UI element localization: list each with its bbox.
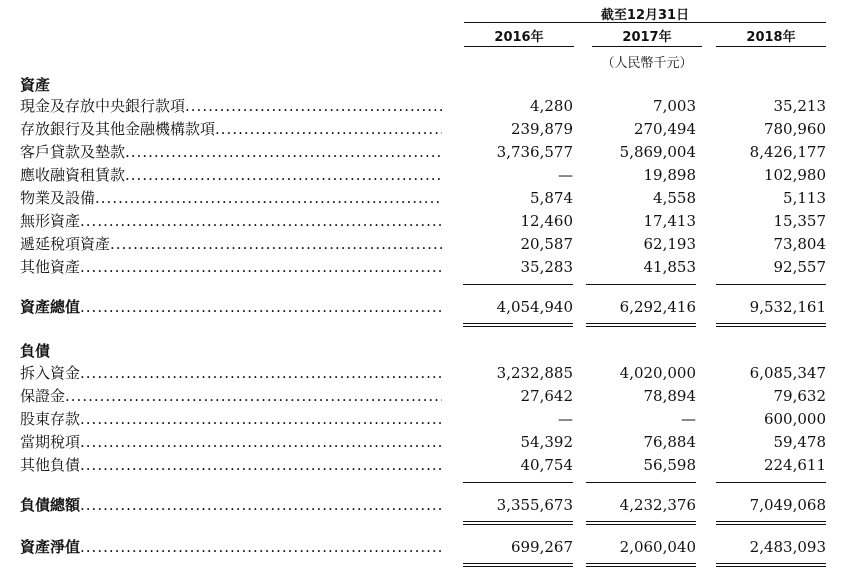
net-assets-row — [20, 537, 828, 558]
row-label: 其他資產 ..... — [20, 257, 442, 278]
subtotal-rule — [463, 482, 573, 483]
double-rule — [586, 563, 696, 567]
subtotal-rule — [716, 284, 826, 285]
net-2018: 2,483,093 — [749, 538, 826, 556]
table-row — [20, 96, 828, 117]
value-2016: 4,280 — [530, 97, 573, 115]
value-2016: 3,232,885 — [496, 364, 573, 382]
double-rule — [463, 323, 573, 327]
value-2018: 8,426,177 — [749, 143, 826, 161]
net-assets-label: 資產淨值 ..... — [20, 537, 442, 558]
value-2017: 5,869,004 — [619, 143, 696, 161]
year-rule — [716, 46, 826, 47]
row-label: 存放銀行及其他金融機構款項 ..... — [20, 119, 442, 140]
double-rule — [463, 563, 573, 567]
value-2018: 5,113 — [783, 189, 826, 207]
row-label: 客戶貸款及墊款 ..... — [20, 142, 442, 163]
value-2018: 224,611 — [763, 456, 826, 474]
value-2017: 19,898 — [643, 166, 696, 184]
total-2016: 3,355,673 — [496, 496, 573, 514]
row-label: 現金及存放中央銀行款項 ..... — [20, 96, 442, 117]
subtotal-rule — [586, 284, 696, 285]
net-2017: 2,060,040 — [619, 538, 696, 556]
table-row — [20, 211, 828, 232]
row-label: 其他負債 ..... — [20, 455, 442, 476]
year-2018-header: 2018年 — [746, 30, 796, 45]
value-2016: 35,283 — [520, 258, 573, 276]
double-rule — [716, 563, 826, 567]
assets-total-row — [20, 297, 828, 318]
year-rule — [464, 46, 574, 47]
total-label: 負債總額 ..... — [20, 495, 442, 516]
row-label: 拆入資金 ..... — [20, 363, 442, 384]
value-2016: 12,460 — [520, 212, 573, 230]
value-2017: — — [681, 410, 696, 428]
value-2018: 35,213 — [773, 97, 826, 115]
row-label: 保證金 ..... — [20, 386, 442, 407]
double-rule — [586, 521, 696, 525]
value-2017: 4,020,000 — [619, 364, 696, 382]
value-2018: 15,357 — [773, 212, 826, 230]
table-row — [20, 165, 828, 186]
row-label: 物業及設備 ..... — [20, 188, 442, 209]
liabilities-section-title: 負債 — [20, 342, 51, 360]
row-label: 應收融資租賃款 ..... — [20, 165, 442, 186]
value-2018: 102,980 — [763, 166, 826, 184]
table-row — [20, 386, 828, 407]
subtotal-rule — [716, 482, 826, 483]
total-2016: 4,054,940 — [496, 298, 573, 316]
total-2018: 9,532,161 — [749, 298, 826, 316]
value-2018: 79,632 — [773, 387, 826, 405]
value-2016: 54,392 — [520, 433, 573, 451]
value-2016: 20,587 — [520, 235, 573, 253]
value-2016: 27,642 — [520, 387, 573, 405]
value-2017: 56,598 — [643, 456, 696, 474]
header-rule — [464, 22, 826, 23]
assets-section-title: 資產 — [20, 76, 51, 94]
table-row — [20, 409, 828, 430]
value-2016: 3,736,577 — [496, 143, 573, 161]
value-2018: 780,960 — [763, 120, 826, 138]
unit-label: （人民幣千元） — [601, 56, 693, 71]
total-2017: 4,232,376 — [619, 496, 696, 514]
total-2018: 7,049,068 — [749, 496, 826, 514]
table-row — [20, 119, 828, 140]
value-2017: 4,558 — [653, 189, 696, 207]
subtotal-rule — [463, 284, 573, 285]
year-2016-header: 2016年 — [494, 30, 544, 45]
table-row — [20, 455, 828, 476]
table-row — [20, 188, 828, 209]
value-2017: 17,413 — [643, 212, 696, 230]
value-2018: 73,804 — [773, 235, 826, 253]
row-label: 遞延稅項資產 ..... — [20, 234, 442, 255]
table-row — [20, 142, 828, 163]
total-label: 資產總值 ..... — [20, 297, 442, 318]
liabilities-total-row — [20, 495, 828, 516]
value-2016: 5,874 — [530, 189, 573, 207]
period-header: 截至12月31日 — [600, 8, 690, 23]
value-2017: 76,884 — [643, 433, 696, 451]
value-2018: 59,478 — [773, 433, 826, 451]
table-row — [20, 234, 828, 255]
double-rule — [586, 323, 696, 327]
double-rule — [716, 521, 826, 525]
double-rule — [716, 323, 826, 327]
value-2016: — — [558, 410, 573, 428]
table-row — [20, 363, 828, 384]
value-2016: 40,754 — [520, 456, 573, 474]
year-2017-header: 2017年 — [622, 30, 672, 45]
value-2018: 92,557 — [773, 258, 826, 276]
year-rule — [592, 46, 702, 47]
value-2017: 7,003 — [653, 97, 696, 115]
table-row — [20, 257, 828, 278]
value-2018: 6,085,347 — [749, 364, 826, 382]
row-label: 無形資產 ..... — [20, 211, 442, 232]
net-2016: 699,267 — [510, 538, 573, 556]
value-2017: 41,853 — [643, 258, 696, 276]
value-2018: 600,000 — [763, 410, 826, 428]
subtotal-rule — [586, 482, 696, 483]
table-row — [20, 432, 828, 453]
total-2017: 6,292,416 — [619, 298, 696, 316]
value-2017: 62,193 — [643, 235, 696, 253]
row-label: 當期稅項 ..... — [20, 432, 442, 453]
double-rule — [463, 521, 573, 525]
row-label: 股東存款 ..... — [20, 409, 442, 430]
value-2017: 270,494 — [633, 120, 696, 138]
value-2017: 78,894 — [643, 387, 696, 405]
value-2016: — — [558, 166, 573, 184]
value-2016: 239,879 — [510, 120, 573, 138]
